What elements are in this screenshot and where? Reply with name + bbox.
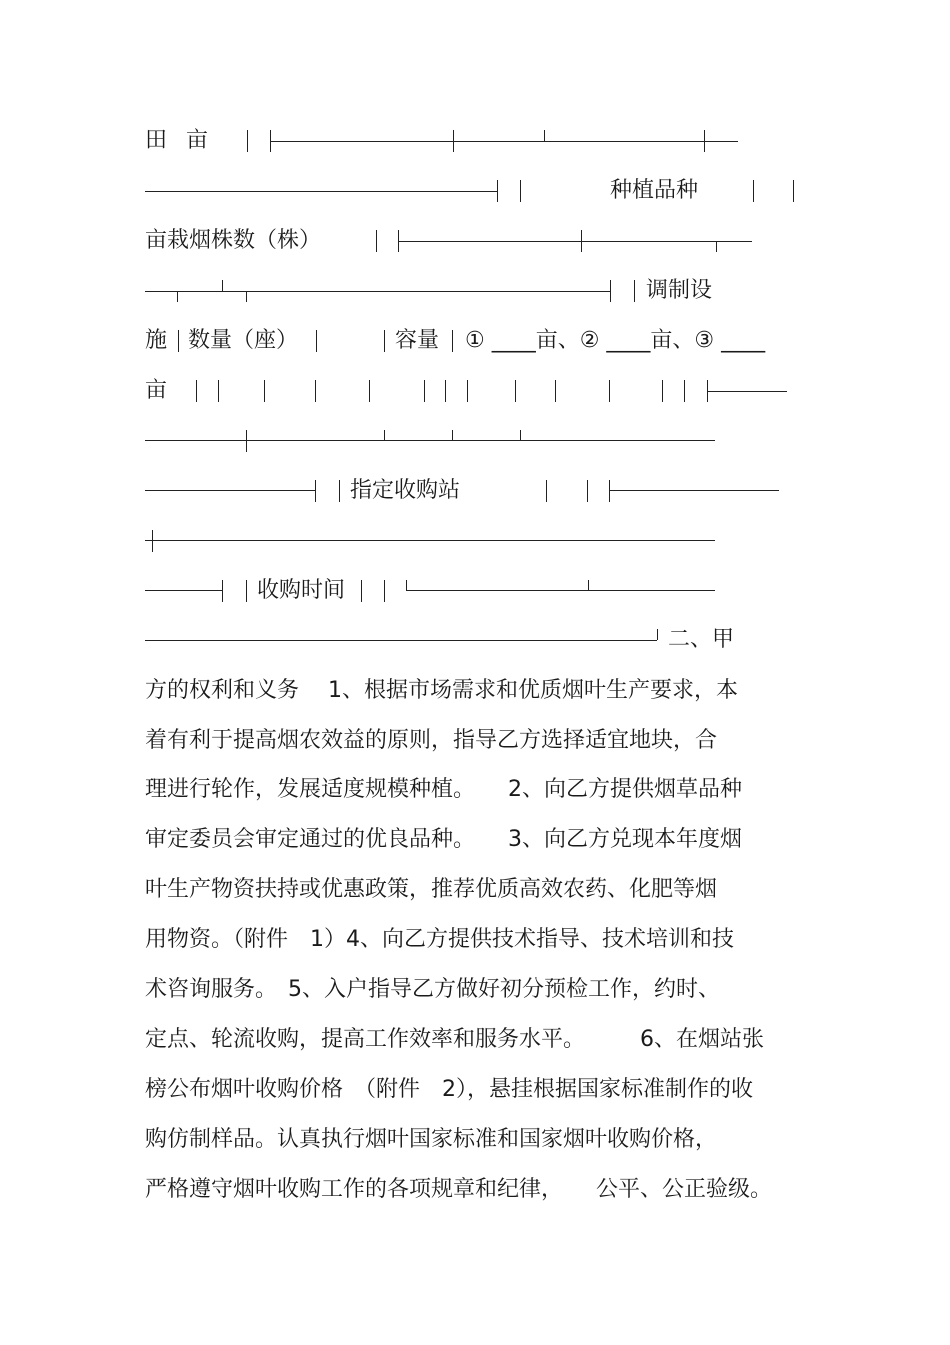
section-heading-party-a: 二、甲 <box>668 627 735 652</box>
body-line: 着有利于提高烟农效益的原则，指导乙方选择适宜地块，合 <box>145 728 718 753</box>
table-border <box>384 430 385 441</box>
table-border <box>178 330 179 352</box>
table-label-field-area: 田 亩 <box>145 128 214 153</box>
table-border <box>376 230 377 252</box>
body-line: 叶生产物资扶持或优惠政策，推荐优质高效农药、化肥等烟 <box>145 877 718 902</box>
table-border <box>246 291 247 302</box>
table-border <box>145 440 715 441</box>
table-border <box>587 480 588 502</box>
table-border <box>145 540 715 541</box>
table-border <box>406 590 715 591</box>
table-border <box>452 430 453 441</box>
table-border <box>315 480 316 502</box>
table-border <box>581 230 582 252</box>
table-border <box>546 480 547 502</box>
table-border <box>657 629 658 640</box>
table-border <box>609 380 610 402</box>
body-line: 方的权利和义务 1、根据市场需求和优质烟叶生产要求，本 <box>145 678 738 703</box>
table-border <box>467 380 468 402</box>
table-border <box>384 580 385 602</box>
table-border <box>145 191 497 192</box>
table-label-curing-facility: 调制设 <box>646 278 713 303</box>
body-line: 定点、轮流收购，提高工作效率和服务水平。 6、在烟站张 <box>145 1027 764 1052</box>
table-border <box>145 291 610 292</box>
table-border <box>520 430 521 441</box>
table-border <box>704 130 705 152</box>
table-border <box>246 580 247 602</box>
table-border <box>515 380 516 402</box>
table-label-purchase-time: 收购时间 <box>257 578 346 603</box>
table-border <box>177 291 178 302</box>
table-border <box>588 580 589 591</box>
table-border <box>793 180 794 202</box>
table-border <box>145 640 657 641</box>
table-border <box>452 330 453 352</box>
table-border <box>497 180 498 202</box>
body-line: 榜公布烟叶收购价格 （附件 2），悬挂根据国家标准制作的收 <box>145 1077 753 1102</box>
table-label-quantity: 数量（座） <box>188 328 299 353</box>
table-border <box>145 490 315 491</box>
table-border <box>453 130 454 152</box>
table-border <box>544 130 545 142</box>
table-label-capacity: 容量 <box>395 328 440 353</box>
table-border <box>398 241 752 242</box>
table-label-facility-suffix: 施 <box>145 328 168 353</box>
body-line: 术咨询服务。 5、入户指导乙方做好初分预检工作，约时、 <box>145 977 720 1002</box>
table-border <box>152 530 153 552</box>
table-border <box>609 490 779 491</box>
table-border <box>555 380 556 402</box>
table-border <box>339 480 340 502</box>
table-border <box>520 180 521 202</box>
table-border <box>634 280 635 302</box>
table-plot-areas: ① ____亩、② ____亩、③ ____ <box>465 328 766 353</box>
table-border <box>196 380 197 402</box>
table-border <box>369 380 370 402</box>
table-border <box>145 590 222 591</box>
table-border <box>270 141 738 142</box>
table-border <box>662 380 663 402</box>
table-border <box>424 380 425 402</box>
body-line: 理进行轮作，发展适度规模种植。 2、向乙方提供烟草品种 <box>145 777 742 802</box>
body-line: 购仿制样品。认真执行烟叶国家标准和国家烟叶收购价格， <box>145 1127 718 1152</box>
table-border <box>222 580 223 602</box>
table-label-plant-count: 亩栽烟株数（株） <box>145 228 322 253</box>
table-border <box>264 380 265 402</box>
body-line: 审定委员会审定通过的优良品种。 3、向乙方兑现本年度烟 <box>145 827 742 852</box>
table-border <box>361 580 362 602</box>
table-border <box>222 280 223 291</box>
table-label-mu: 亩 <box>145 378 168 403</box>
table-border <box>610 280 611 302</box>
table-border <box>384 330 385 352</box>
table-border <box>247 130 248 152</box>
table-border <box>315 380 316 402</box>
table-border <box>753 180 754 202</box>
table-border <box>218 380 219 402</box>
table-border <box>684 380 685 402</box>
table-label-purchase-station: 指定收购站 <box>350 478 461 503</box>
body-line: 严格遵守烟叶收购工作的各项规章和纪律， 公平、公正验级。 <box>145 1177 773 1202</box>
body-line: 用物资。（附件 1）4、向乙方提供技术指导、技术培训和技 <box>145 927 734 952</box>
table-border <box>707 391 787 392</box>
table-border <box>445 380 446 402</box>
table-border <box>316 330 317 352</box>
table-label-variety: 种植品种 <box>610 178 699 203</box>
table-border <box>246 430 247 452</box>
table-border <box>716 241 717 252</box>
